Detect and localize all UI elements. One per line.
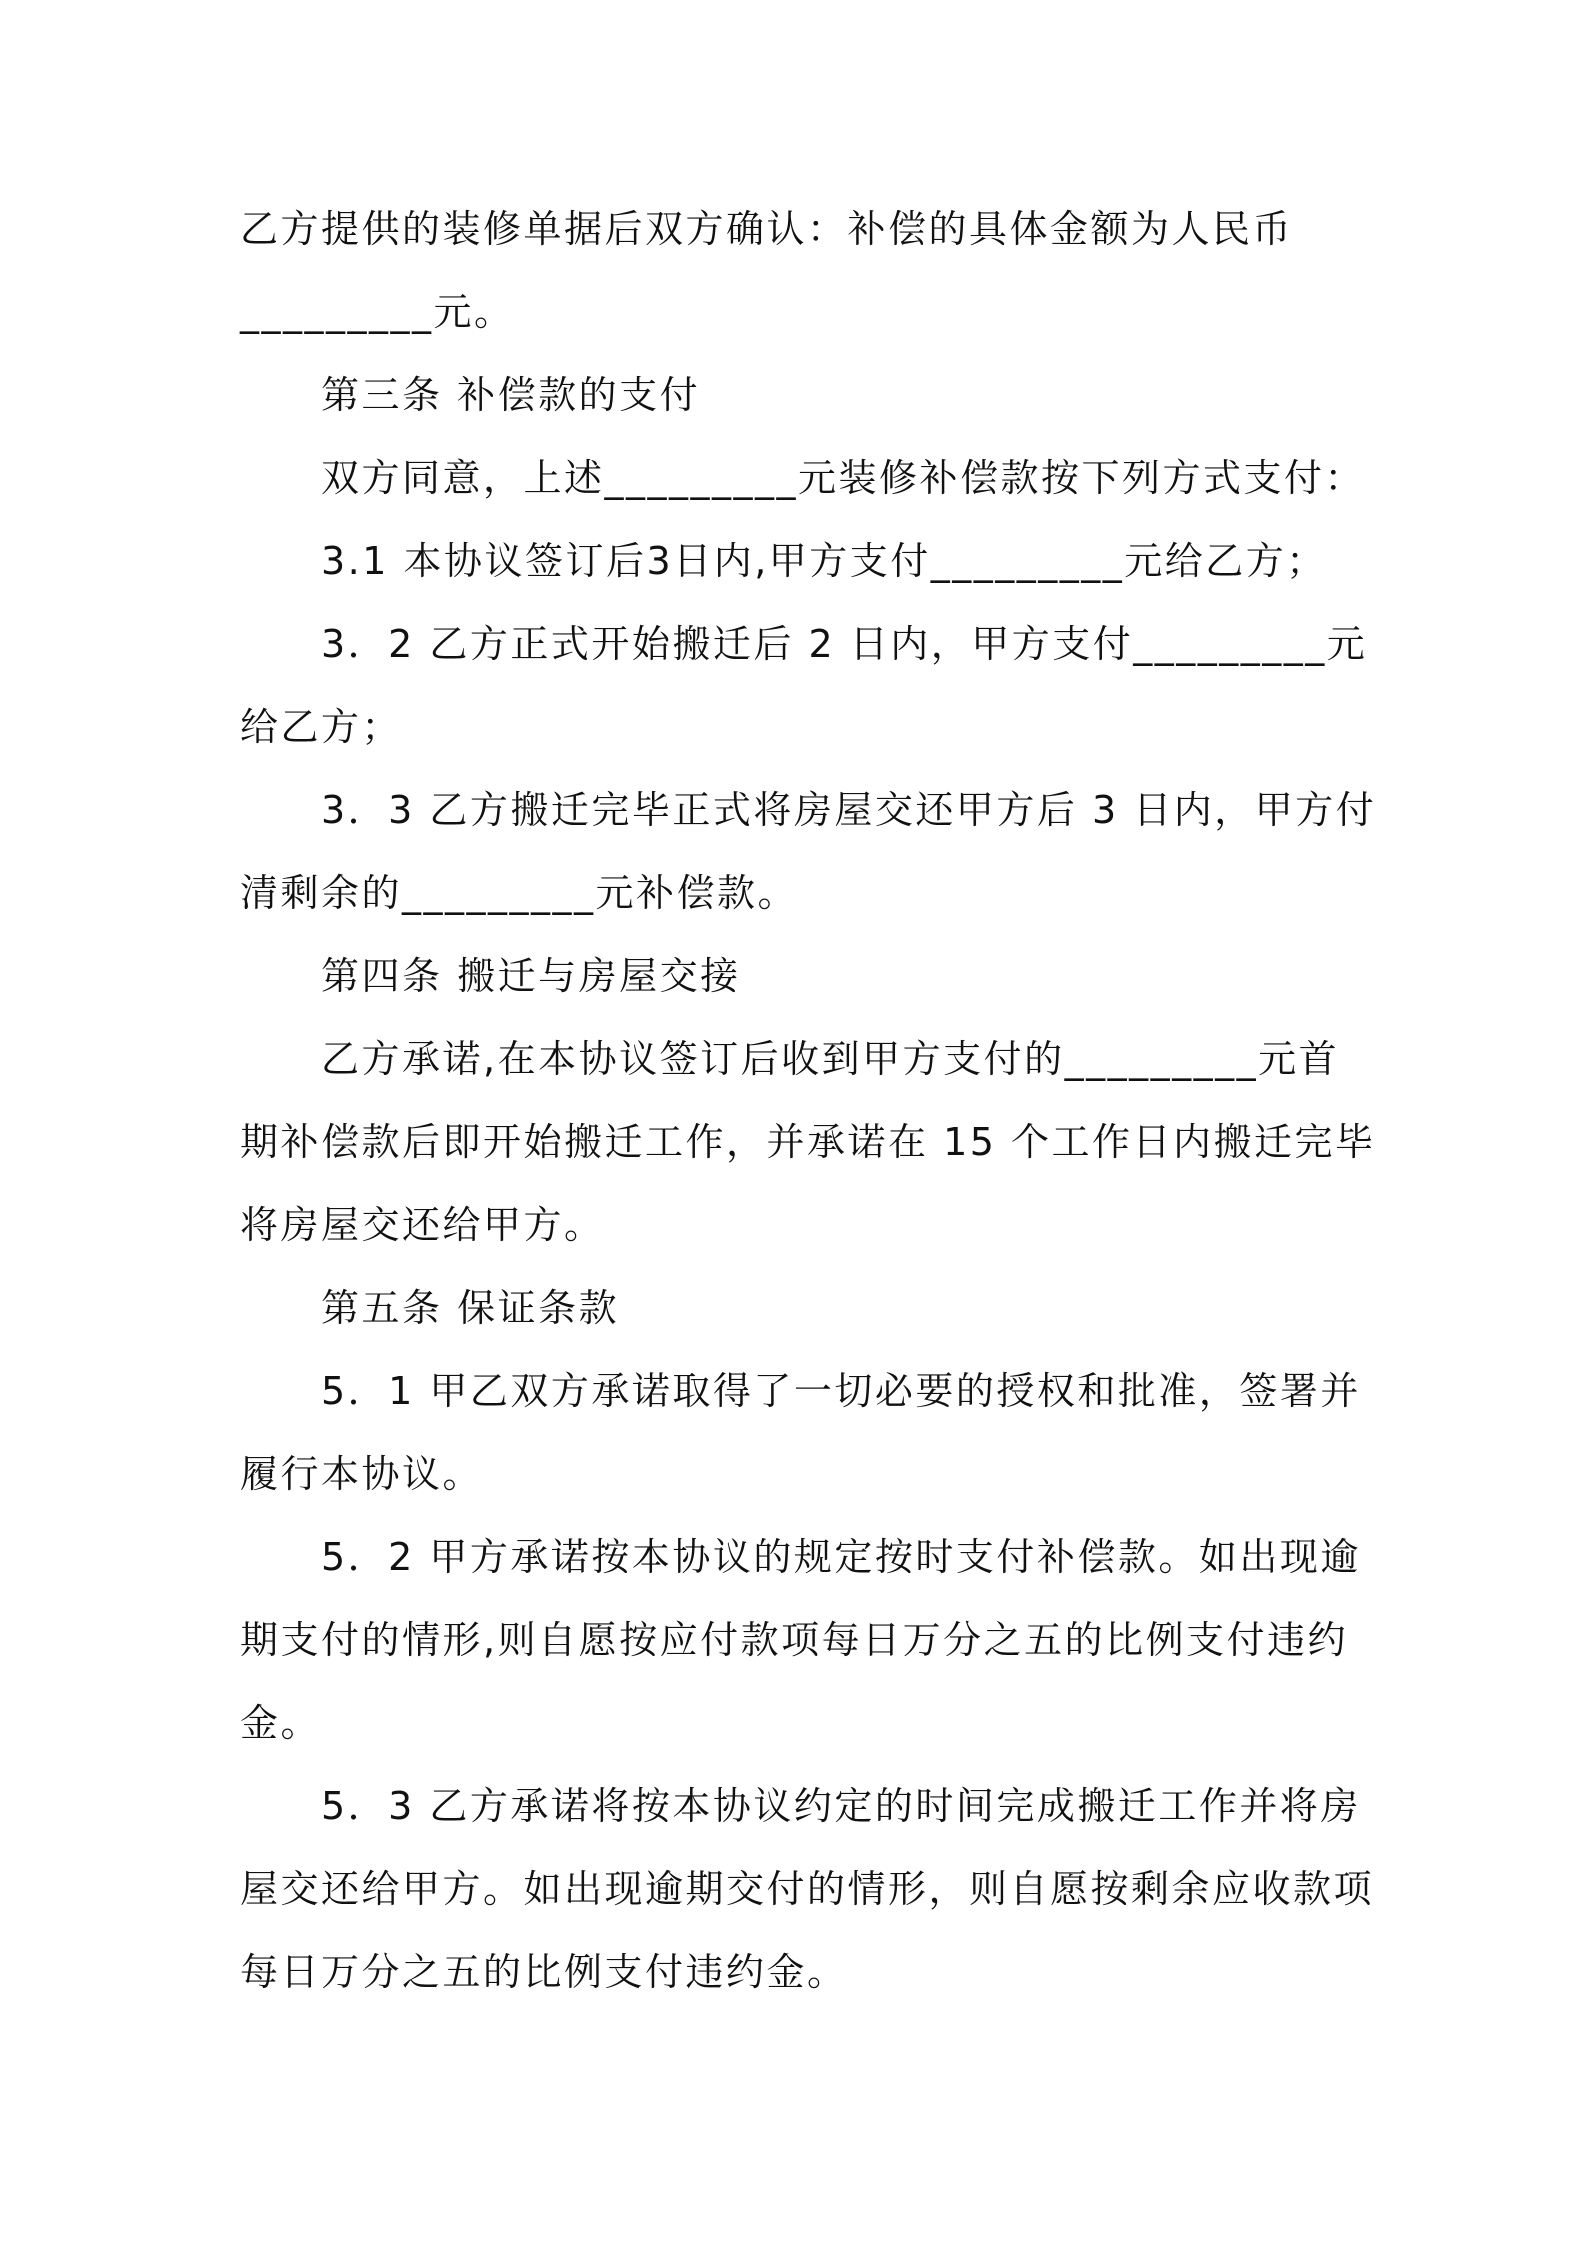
clause-5-3: 5．3 乙方承诺将按本协议约定的时间完成搬迁工作并将房 (321, 1784, 1361, 1828)
text-line: 将房屋交还给甲方。 (240, 1203, 605, 1247)
text-line: 乙方提供的装修单据后双方确认：补偿的具体金额为人民币 (240, 207, 1294, 251)
clause-5-1: 5．1 甲乙双方承诺取得了一切必要的授权和批准，签署并 (321, 1369, 1361, 1413)
clause-3-2: 3．2 乙方正式开始搬迁后 2 日内，甲方支付_________元 (321, 622, 1368, 666)
text-line: 清剩余的_________元补偿款。 (240, 871, 799, 915)
section-heading-5: 第五条 保证条款 (321, 1286, 620, 1330)
clause-3-1: 3.1 本协议签订后3日内,甲方支付_________元给乙方； (321, 539, 1327, 583)
section-heading-3: 第三条 补偿款的支付 (321, 373, 701, 417)
clause-5-2: 5．2 甲方承诺按本协议的规定按时支付补偿款。如出现逾 (321, 1535, 1361, 1579)
section-heading-4: 第四条 搬迁与房屋交接 (321, 954, 741, 998)
clause-3-3: 3．3 乙方搬迁完毕正式将房屋交还甲方后 3 日内，甲方付 (321, 788, 1377, 832)
text-line: 期补偿款后即开始搬迁工作，并承诺在 15 个工作日内搬迁完毕 (240, 1120, 1376, 1164)
text-line: 乙方承诺,在本协议签订后收到甲方支付的_________元首 (321, 1037, 1340, 1081)
text-line: 期支付的情形,则自愿按应付款项每日万分之五的比例支付违约 (240, 1618, 1349, 1662)
text-line: 屋交还给甲方。如出现逾期交付的情形，则自愿按剩余应收款项 (240, 1867, 1375, 1911)
text-line: 每日万分之五的比例支付违约金。 (240, 1950, 848, 1994)
text-line: 给乙方； (240, 705, 403, 749)
text-line: _________元。 (240, 290, 515, 334)
text-line: 金。 (240, 1701, 322, 1745)
text-line: 履行本协议。 (240, 1452, 484, 1496)
text-line: 双方同意，上述_________元装修补偿款按下列方式支付： (321, 456, 1366, 500)
